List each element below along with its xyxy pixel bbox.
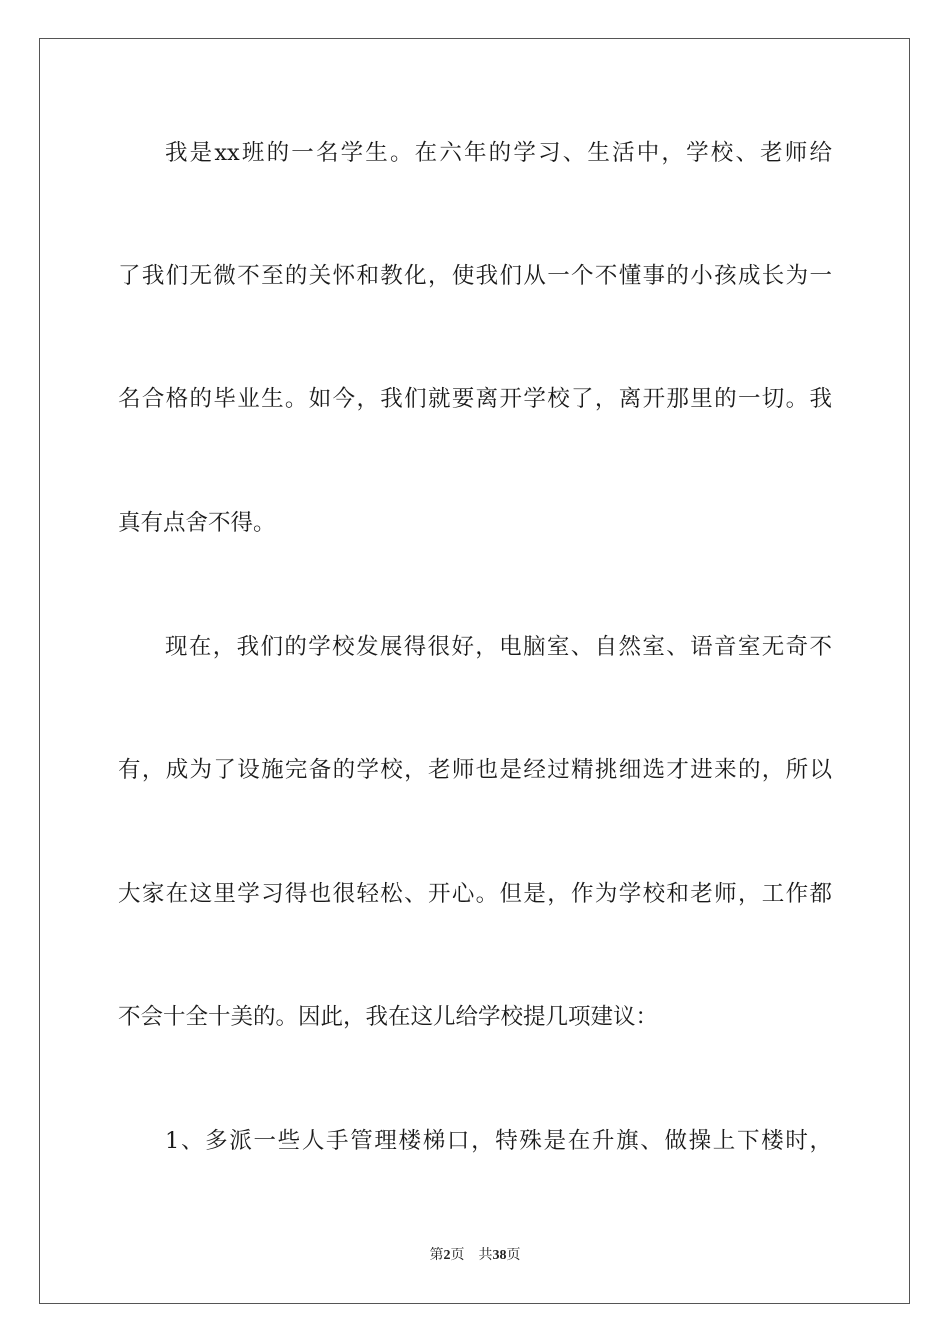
text-line: 大家在这里学习得也很轻松、开心。但是，作为学校和老师，工作都: [118, 881, 832, 907]
text-line: 名合格的毕业生。如今，我们就要离开学校了，离开那里的一切。我: [118, 386, 832, 412]
page-footer: [0, 1246, 950, 1266]
page-number: 2: [443, 1248, 451, 1263]
text-line: 1、多派一些人手管理楼梯口，特殊是在升旗、做操上下楼时，: [165, 1128, 832, 1154]
text-line: 真有点舍不得。: [118, 510, 276, 536]
page-suffix: 页: [450, 1248, 465, 1263]
text-line: 我是xx班的一名学生。在六年的学习、生活中，学校、老师给: [165, 140, 832, 166]
text-line: 了我们无微不至的关怀和教化，使我们从一个不懂事的小孩成长为一: [118, 263, 832, 289]
text-line: 有，成为了设施完备的学校，老师也是经过精挑细选才进来的，所以: [118, 757, 832, 783]
text-line: 现在，我们的学校发展得很好，电脑室、自然室、语音室无奇不: [165, 634, 832, 660]
total-suffix: 页: [506, 1248, 521, 1263]
page-prefix: 第: [429, 1248, 444, 1263]
total-prefix: 共: [478, 1248, 493, 1263]
page-border: [39, 38, 910, 1304]
text-line: 不会十全十美的。因此，我在这儿给学校提几项建议：: [118, 1004, 659, 1030]
total-pages: 38: [492, 1248, 507, 1263]
